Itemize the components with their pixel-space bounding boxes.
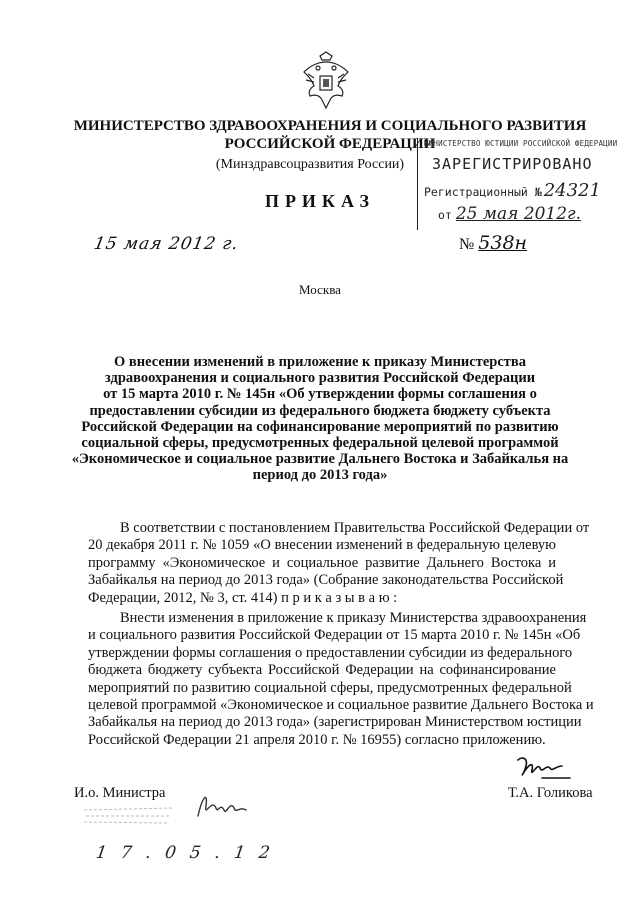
order-number-label: № bbox=[459, 236, 475, 253]
body-line: программу «Экономическое и социальное развитие Дальнего Востока и bbox=[88, 554, 556, 571]
body-line: и социального развития Российской Федерации от 15 марта 2010 г. № 145н «Об bbox=[88, 627, 581, 644]
body-line: Забайкалья на период до 2013 года» (Собрание законодательства Российской bbox=[88, 572, 564, 589]
ministry-short-name: (Минздравсоцразвития России) bbox=[215, 157, 405, 172]
order-number-value: 538н bbox=[478, 232, 528, 254]
stamp-header: МИНИСТЕРСТВО ЮСТИЦИИ РОССИЙСКОЙ ФЕДЕРАЦИИ bbox=[424, 139, 618, 148]
handwritten-signature-icon bbox=[512, 752, 572, 786]
title-line: период до 2013 года» bbox=[252, 467, 388, 484]
ministry-name-line1: МИНИСТЕРСТВО ЗДРАВООХРАНЕНИЯ И СОЦИАЛЬНОГО РАЗВИТИЯ bbox=[73, 118, 587, 134]
stamp-date-label: от bbox=[438, 208, 452, 222]
order-title bbox=[66, 354, 574, 484]
coat-of-arms-icon bbox=[300, 50, 352, 112]
title-line: от 15 марта 2010 г. № 145н «Об утверждении формы соглашения о bbox=[103, 386, 537, 403]
bottom-handwritten-date: 17.05.12 bbox=[94, 843, 286, 863]
order-date: 15 мая 2012 г. bbox=[92, 234, 241, 254]
stamp-registration bbox=[424, 180, 601, 201]
title-line: О внесении изменений в приложение к приказу Министерства bbox=[114, 354, 526, 370]
reviewer-initials-icon bbox=[190, 786, 250, 826]
body-line: мероприятий по развитию социальной сферы, предусмотренных федеральной bbox=[88, 679, 572, 696]
body-line: утверждении формы соглашения о предоставлении субсидии из федерального bbox=[88, 644, 573, 661]
title-line: предоставлении субсидии из федерального бюджета бюджету субъекта bbox=[89, 402, 551, 419]
stamp-reg-number: 24321 bbox=[543, 180, 601, 201]
signatory-name: Т.А. Голикова bbox=[508, 785, 593, 801]
document-type-heading: ПРИКАЗ bbox=[264, 191, 376, 211]
stamp-reg-label: Регистрационный № bbox=[424, 185, 542, 199]
body-line: Федерации, 2012, № 3, ст. 414) п р и к а з ы в а ю : bbox=[88, 589, 398, 606]
registration-stamp bbox=[417, 138, 618, 230]
stamp-date bbox=[438, 204, 581, 224]
title-line: «Экономическое и социальное развитие Дальнего Востока и Забайкалья на bbox=[71, 451, 569, 468]
title-line: социальной сферы, предусмотренных федеральной целевой программой bbox=[81, 435, 559, 452]
title-line: Российской Федерации на софинансирование мероприятий по развитию bbox=[81, 418, 559, 435]
stamp-date-value: 25 мая 2012г. bbox=[455, 204, 582, 224]
signatory-position: И.о. Министра bbox=[74, 785, 166, 801]
body-line: бюджета бюджету субъекта Российской Федерации на софинансирование bbox=[88, 662, 556, 679]
body-line: целевой программой «Экономическое и социальное развитие Дальнего Востока и bbox=[88, 697, 594, 714]
body-line: Забайкалья на период до 2013 года» (зарегистрирован Министерством юстиции bbox=[88, 714, 582, 731]
body-line: В соответствии с постановлением Правительства Российской Федерации от bbox=[120, 520, 590, 536]
city: Москва bbox=[299, 282, 341, 297]
order-number bbox=[459, 232, 527, 254]
body-paragraph-2 bbox=[88, 610, 594, 749]
ministry-name-line2: РОССИЙСКОЙ ФЕДЕРАЦИИ bbox=[224, 136, 436, 152]
stamp-title: ЗАРЕГИСТРИРОВАНО bbox=[432, 155, 593, 173]
body-line: Внести изменения в приложение к приказу Министерства здравоохранения bbox=[120, 610, 587, 626]
body-line: Российской Федерации 21 апреля 2010 г. № 16955) согласно приложению. bbox=[88, 731, 546, 748]
faded-stamp-icon bbox=[82, 804, 174, 826]
title-line: здравоохранения и социального развития Российской Федерации bbox=[104, 370, 536, 387]
body-paragraph-1 bbox=[88, 520, 590, 607]
body-line: 20 декабря 2011 г. № 1059 «О внесении изменений в федеральную целевую bbox=[88, 537, 556, 554]
